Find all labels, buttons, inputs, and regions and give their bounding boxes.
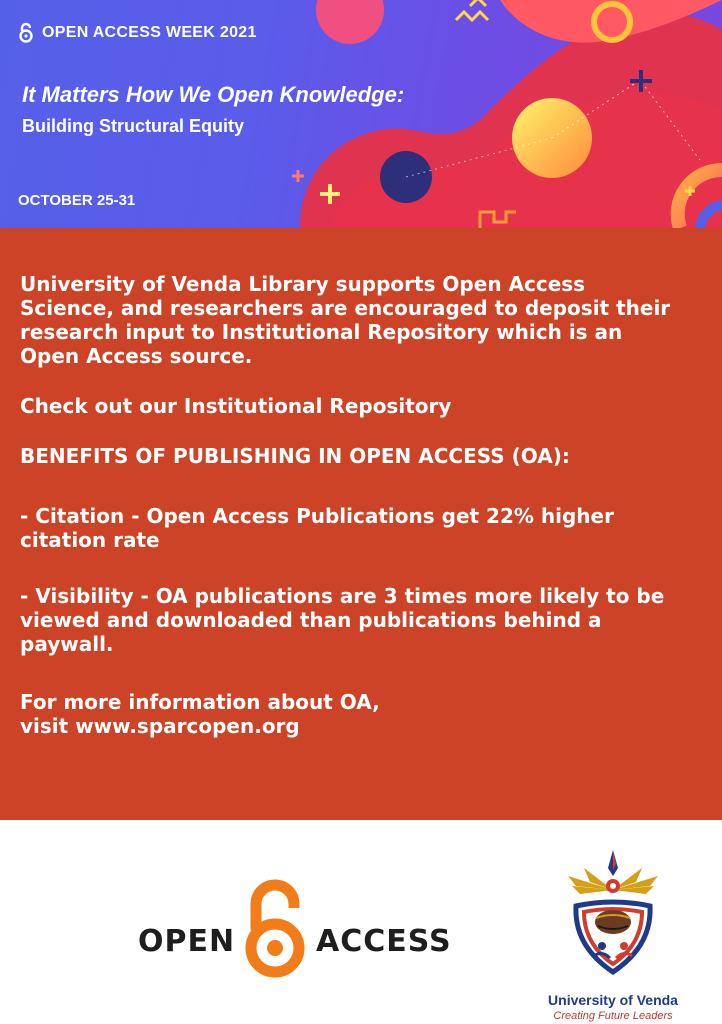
zigzag-shape-2	[470, 0, 486, 6]
university-crest-icon	[554, 846, 672, 986]
banner-headline: It Matters How We Open Knowledge:	[22, 82, 405, 107]
event-banner	[0, 0, 722, 228]
open-access-lock-icon	[242, 878, 308, 982]
footer-logos	[0, 820, 722, 1024]
event-title-row	[18, 22, 257, 44]
plus-shape-pink	[292, 170, 304, 182]
event-dates: OCTOBER 25-31	[18, 192, 136, 209]
info-panel	[0, 228, 722, 820]
intro-paragraph: University of Venda Library supports Open Access Science, and researchers are encouraged to deposit their research input to Institutional Repository which is an Open Access source.	[20, 272, 671, 368]
more-info	[20, 690, 682, 738]
more-info-link[interactable]: visit www.sparcopen.org	[20, 714, 300, 738]
more-info-line: For more information about OA,	[20, 690, 380, 714]
open-access-word-access: ACCESS	[316, 924, 452, 959]
university-motto: Creating Future Leaders	[553, 1010, 673, 1022]
event-name: OPEN ACCESS WEEK 2021	[42, 24, 257, 41]
benefit-visibility: - Visibility - OA publications are 3 times more likely to be viewed and downloaded than publications behind a paywall.	[20, 584, 665, 656]
pink-circle-shape	[316, 0, 384, 44]
open-access-lock-icon	[18, 22, 34, 44]
university-name: University of Venda	[548, 992, 678, 1008]
university-logo	[528, 846, 698, 1022]
open-access-word-open: OPEN	[138, 924, 236, 959]
benefits-heading: BENEFITS OF PUBLISHING IN OPEN ACCESS (OA):	[20, 444, 570, 468]
repository-callout: Check out our Institutional Repository	[20, 394, 452, 418]
benefit-citation: - Citation - Open Access Publications get 22% higher citation rate	[20, 504, 614, 552]
banner-subheadline: Building Structural Equity	[22, 116, 245, 136]
zigzag-shape	[456, 12, 488, 20]
